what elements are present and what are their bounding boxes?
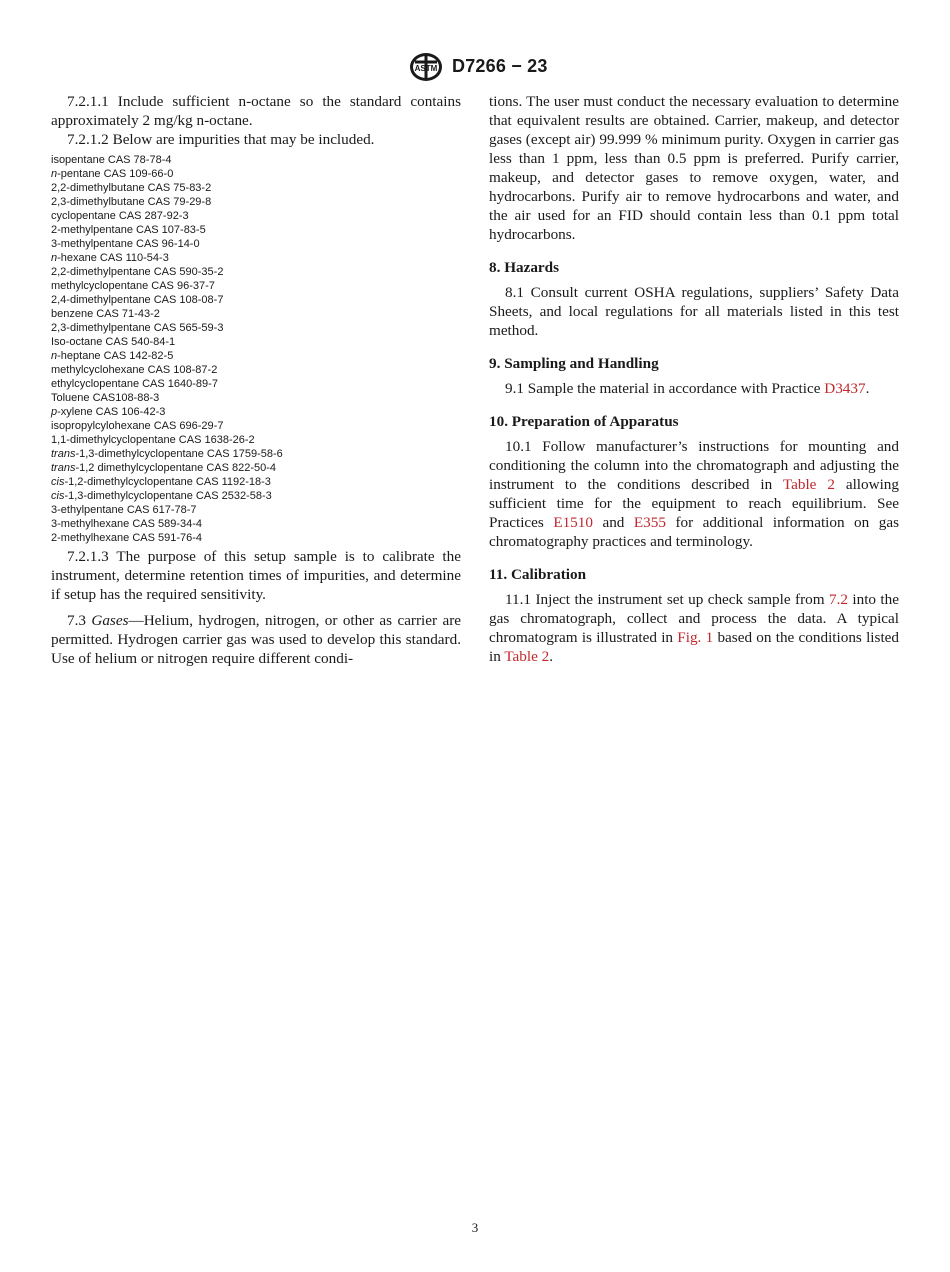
impurity-item <box>51 223 461 237</box>
impurity-item <box>51 293 461 307</box>
impurity-text: 2,3-dimethylbutane CAS 79-29-8 <box>51 196 212 208</box>
impurity-text: 2-methylhexane CAS 591-76-4 <box>51 532 203 544</box>
impurity-text: -xylene CAS 106-42-3 <box>57 406 166 418</box>
impurity-text: -pentane CAS 109-66-0 <box>57 168 174 180</box>
paragraph-text: 10.1 Follow manufacturer’s instructions for mounting and conditioning the column into the chromatograph and adjusting the instrument to the conditions described in <box>489 438 899 493</box>
impurity-item <box>51 433 461 447</box>
section-11-heading: 11. Calibration <box>489 566 587 583</box>
impurity-prefix: cis <box>51 490 65 502</box>
paragraph-7-3-continued: tions. The user must conduct the necessary evaluation to determine that equivalent results are obtained. Carrier, makeup, and detector gases (except air) 99.999 % minimum purity. Oxygen in carrier gas less than 1 ppm, less than 0.5 ppm is preferred. Purify carrier, makeup, and detector gases to remove oxygen, water, and hydrocarbons. Purify air to remove hydrocarbons and water, and the air used for an FID should contain less than 0.1 ppm total hydrocarbons. <box>489 93 899 243</box>
impurity-text: 3-methylpentane CAS 96-14-0 <box>51 238 200 250</box>
section-number: 7.3 <box>67 612 86 629</box>
paragraph-7-2-1-3: 7.2.1.3 The purpose of this setup sample is to calibrate the instrument, determine retention times of impurities, and determine if setup has the required sensitivity. <box>51 548 461 603</box>
impurity-text: 3-methylhexane CAS 589-34-4 <box>51 518 203 530</box>
gases-text: —Helium, hydrogen, nitrogen, or other as carrier are permitted. Hydrogen carrier gas was used to develop this standard. Use of helium or nitrogen require different condi- <box>51 612 461 667</box>
link-e1510[interactable]: E1510 <box>553 514 593 531</box>
impurity-text: -1,3-dimethylcyclopentane CAS 2532-58-3 <box>64 490 272 502</box>
paragraph-7-3 <box>51 611 461 668</box>
page-number: 3 <box>471 1220 479 1235</box>
impurity-text: Toluene CAS108-88-3 <box>51 392 160 404</box>
impurity-prefix: cis <box>51 476 65 488</box>
impurity-item <box>51 503 461 517</box>
impurity-text: 2-methylpentane CAS 107-83-5 <box>51 224 206 236</box>
impurity-item <box>51 209 461 223</box>
link-fig-1[interactable]: Fig. 1 <box>677 629 714 646</box>
impurity-item <box>51 419 461 433</box>
paragraph-text: for additional information on gas chromatography practices and terminology. <box>489 514 899 550</box>
link-e355[interactable]: E355 <box>633 514 666 531</box>
impurity-item <box>51 279 461 293</box>
impurity-item <box>51 307 461 321</box>
paragraph-8-1: 8.1 Consult current OSHA regulations, suppliers’ Safety Data Sheets, and local regulations for all materials listed in this test method. <box>489 284 899 339</box>
section-10-heading: 10. Preparation of Apparatus <box>489 413 679 430</box>
impurity-text: -1,2-dimethylcyclopentane CAS 1192-18-3 <box>64 476 271 488</box>
impurity-prefix: n <box>51 350 58 362</box>
impurity-item <box>51 167 461 181</box>
page-header <box>0 52 950 86</box>
impurity-list <box>51 153 461 545</box>
impurity-prefix: trans <box>51 462 76 474</box>
paragraph-text: . <box>865 380 870 397</box>
impurity-item <box>51 265 461 279</box>
right-column <box>489 92 899 666</box>
impurity-text: 1,1-dimethylcyclopentane CAS 1638-26-2 <box>51 434 255 446</box>
paragraph-text: 11.1 Inject the instrument set up check sample from <box>505 591 829 608</box>
impurity-item <box>51 447 461 461</box>
paragraph-text: 9.1 Sample the material in accordance with Practice <box>505 380 825 397</box>
impurity-item <box>51 517 461 531</box>
impurity-text: benzene CAS 71-43-2 <box>51 308 160 320</box>
paragraph-text: allowing sufficient time for the equipment to reach equilibrium. See Practices <box>489 476 899 531</box>
impurity-text: 2,3-dimethylpentane CAS 565-59-3 <box>51 322 224 334</box>
impurity-item <box>51 405 461 419</box>
impurity-item <box>51 153 461 167</box>
impurity-text: -1,3-dimethylcyclopentane CAS 1759-58-6 <box>75 448 283 460</box>
designation-title: D7266 − 23 <box>452 56 548 76</box>
impurity-text: 3-ethylpentane CAS 617-78-7 <box>51 504 197 516</box>
impurity-item <box>51 489 461 503</box>
svg-text:ASTM: ASTM <box>414 64 438 73</box>
paragraph-11-1 <box>489 590 899 666</box>
paragraph-7-2-1-2: 7.2.1.2 Below are impurities that may be included. <box>67 131 375 148</box>
impurity-text: isopropylcylohexane CAS 696-29-7 <box>51 420 224 432</box>
impurity-text: Iso-octane CAS 540-84-1 <box>51 336 176 348</box>
left-column <box>51 92 461 668</box>
impurity-item <box>51 377 461 391</box>
link-table-2[interactable]: Table 2 <box>504 648 550 665</box>
impurity-text: -1,2 dimethylcyclopentane CAS 822-50-4 <box>75 462 277 474</box>
impurity-item <box>51 335 461 349</box>
link-7-2[interactable]: 7.2 <box>828 591 848 608</box>
impurity-item <box>51 531 461 545</box>
paragraph-text: and <box>592 514 634 531</box>
impurity-item <box>51 475 461 489</box>
gases-heading: Gases <box>91 612 129 629</box>
impurity-prefix: p <box>51 406 58 418</box>
impurity-text: 2,2-dimethylpentane CAS 590-35-2 <box>51 266 224 278</box>
link-table-2[interactable]: Table 2 <box>782 476 835 493</box>
paragraph-10-1 <box>489 437 899 551</box>
impurity-text: methylcyclohexane CAS 108-87-2 <box>51 364 218 376</box>
impurity-prefix: trans <box>51 448 76 460</box>
impurity-item <box>51 181 461 195</box>
impurity-text: 2,2-dimethylbutane CAS 75-83-2 <box>51 182 212 194</box>
astm-logo-icon <box>409 52 443 82</box>
section-8-heading: 8. Hazards <box>489 259 560 276</box>
impurity-item <box>51 321 461 335</box>
impurity-item <box>51 349 461 363</box>
paragraph-9-1 <box>489 379 899 398</box>
impurity-item <box>51 391 461 405</box>
section-9-heading: 9. Sampling and Handling <box>489 355 659 372</box>
impurity-text: -hexane CAS 110-54-3 <box>57 252 169 264</box>
paragraph-text: based on the conditions listed in <box>489 629 899 665</box>
paragraph-text: into the gas chromatograph, collect and process the data. A typical chromatogram is illustrated in <box>489 591 899 646</box>
impurity-item <box>51 251 461 265</box>
impurity-prefix: n <box>51 168 58 180</box>
impurity-text: isopentane CAS 78-78-4 <box>51 154 172 166</box>
impurity-text: 2,4-dimethylpentane CAS 108-08-7 <box>51 294 224 306</box>
impurity-text: -heptane CAS 142-82-5 <box>57 350 174 362</box>
impurity-item <box>51 363 461 377</box>
impurity-text: methylcyclopentane CAS 96-37-7 <box>51 280 215 292</box>
impurity-prefix: n <box>51 252 58 264</box>
impurity-item <box>51 237 461 251</box>
impurity-item <box>51 195 461 209</box>
paragraph-7-2-1-1: 7.2.1.1 Include sufficient n-octane so the standard contains approximately 2 mg/kg n-octane. <box>51 93 461 129</box>
link-d3437[interactable]: D3437 <box>824 380 866 397</box>
impurity-text: cyclopentane CAS 287-92-3 <box>51 210 189 222</box>
paragraph-text: . <box>549 648 554 665</box>
impurity-item <box>51 461 461 475</box>
impurity-text: ethylcyclopentane CAS 1640-89-7 <box>51 378 218 390</box>
